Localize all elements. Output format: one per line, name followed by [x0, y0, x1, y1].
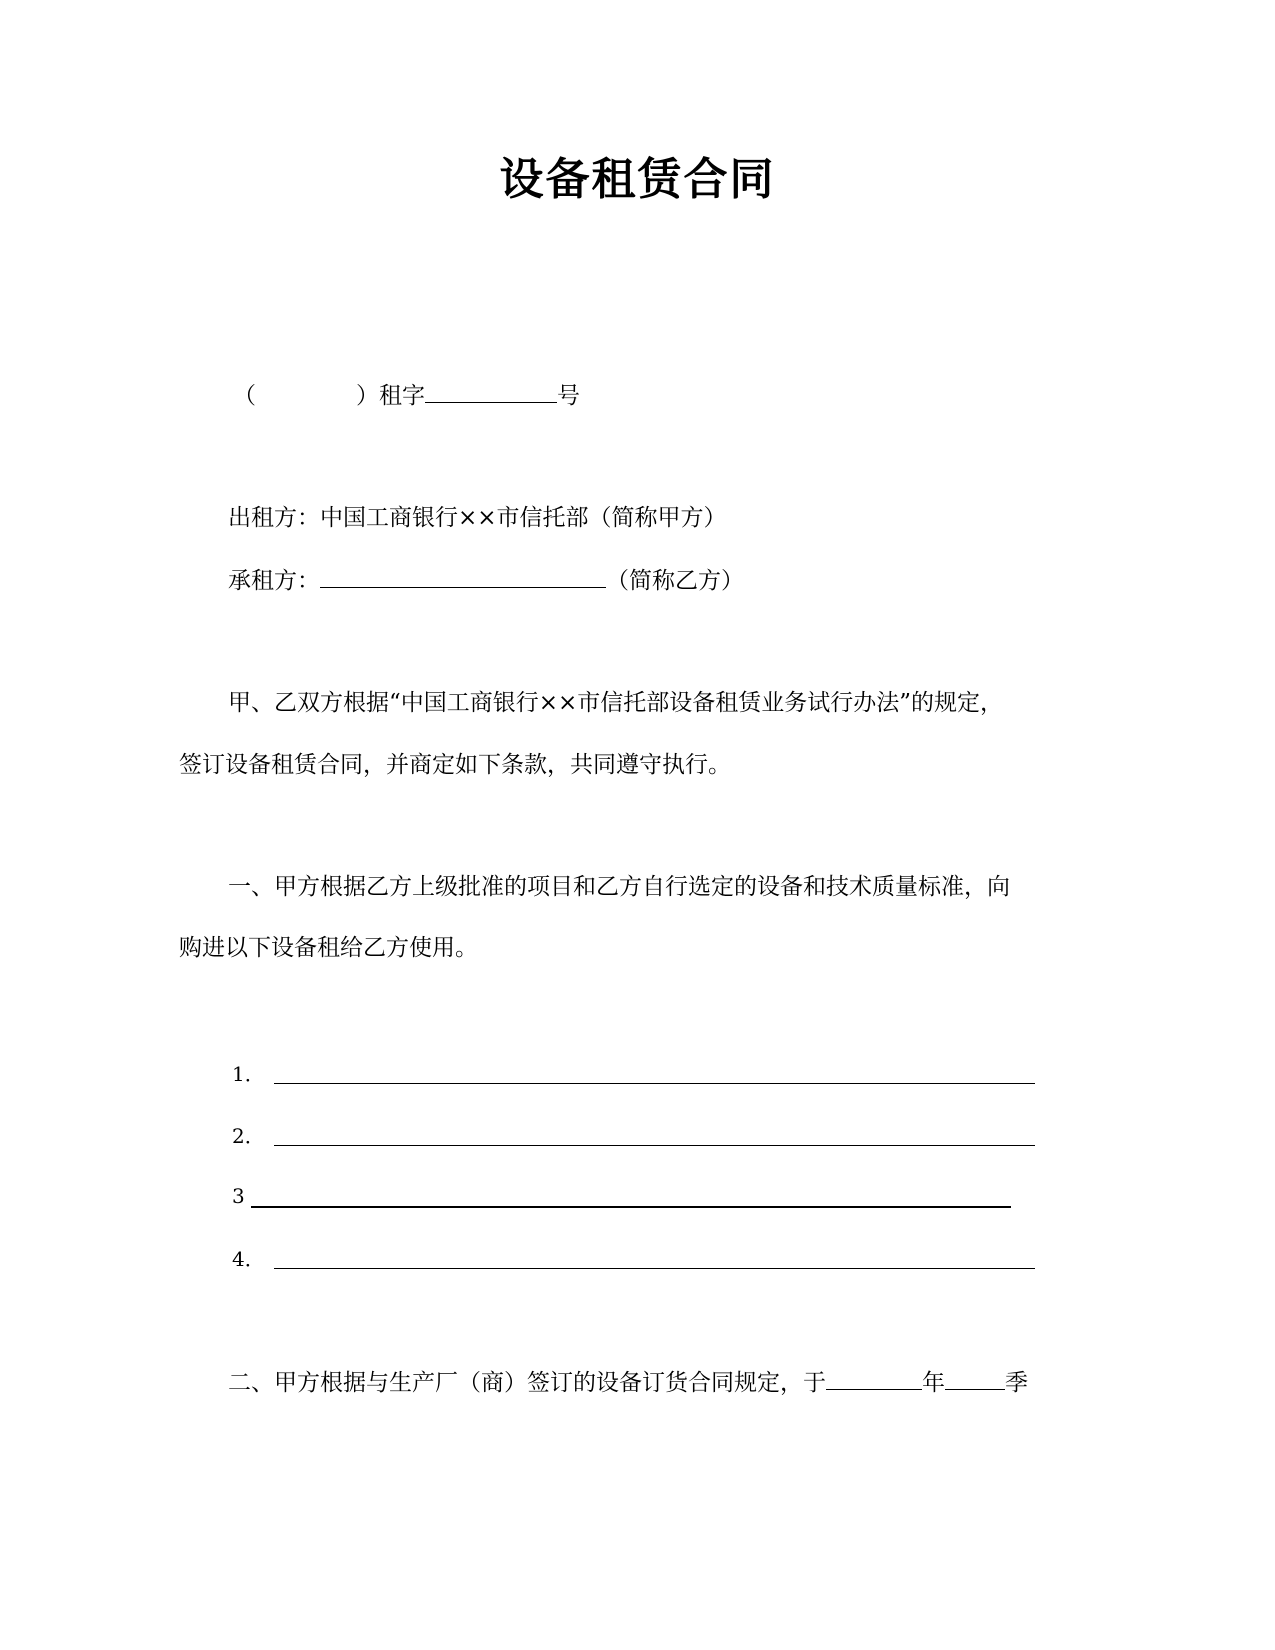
item-1-label: 1．	[232, 1062, 265, 1086]
clause-2-season-label: 季	[1005, 1370, 1028, 1396]
clause-2-year-blank	[826, 1365, 922, 1390]
contract-number-open-paren: （	[233, 383, 256, 409]
item-1-blank	[274, 1083, 1035, 1084]
item-4-blank	[274, 1268, 1035, 1269]
item-3-label: 3	[232, 1184, 245, 1208]
lessee-blank	[320, 563, 606, 588]
lessee-line	[228, 563, 744, 597]
item-4-label: 4．	[232, 1247, 265, 1271]
item-2-label: 2．	[232, 1124, 265, 1148]
clause-1-line-1: 一、甲方根据乙方上级批准的项目和乙方自行选定的设备和技术质量标准，向	[228, 874, 1010, 900]
lessee-label: 承租方：	[228, 568, 320, 594]
contract-number-line	[233, 378, 580, 412]
clause-2-season-blank	[945, 1365, 1005, 1390]
contract-number-label: ）租字	[356, 383, 425, 409]
contract-number-suffix: 号	[557, 383, 580, 409]
item-3-blank	[251, 1206, 1011, 1208]
contract-number-blank	[425, 378, 557, 403]
clause-2-line-1	[228, 1365, 1028, 1399]
lessor-line: 出租方：中国工商银行××市信托部（简称甲方）	[228, 505, 727, 531]
lessee-suffix: （简称乙方）	[606, 568, 744, 594]
clause-2-text: 二、甲方根据与生产厂（商）签订的设备订货合同规定，于	[228, 1370, 826, 1396]
clause-1-line-2: 购进以下设备租给乙方使用。	[179, 935, 478, 961]
document-title: 设备租赁合同	[499, 154, 776, 205]
preamble-line-2: 签订设备租赁合同，并商定如下条款，共同遵守执行。	[179, 752, 731, 778]
preamble-line-1: 甲、乙双方根据“中国工商银行××市信托部设备租赁业务试行办法”的规定，	[228, 690, 1004, 716]
clause-2-year-label: 年	[922, 1370, 945, 1396]
item-2-blank	[274, 1145, 1035, 1146]
